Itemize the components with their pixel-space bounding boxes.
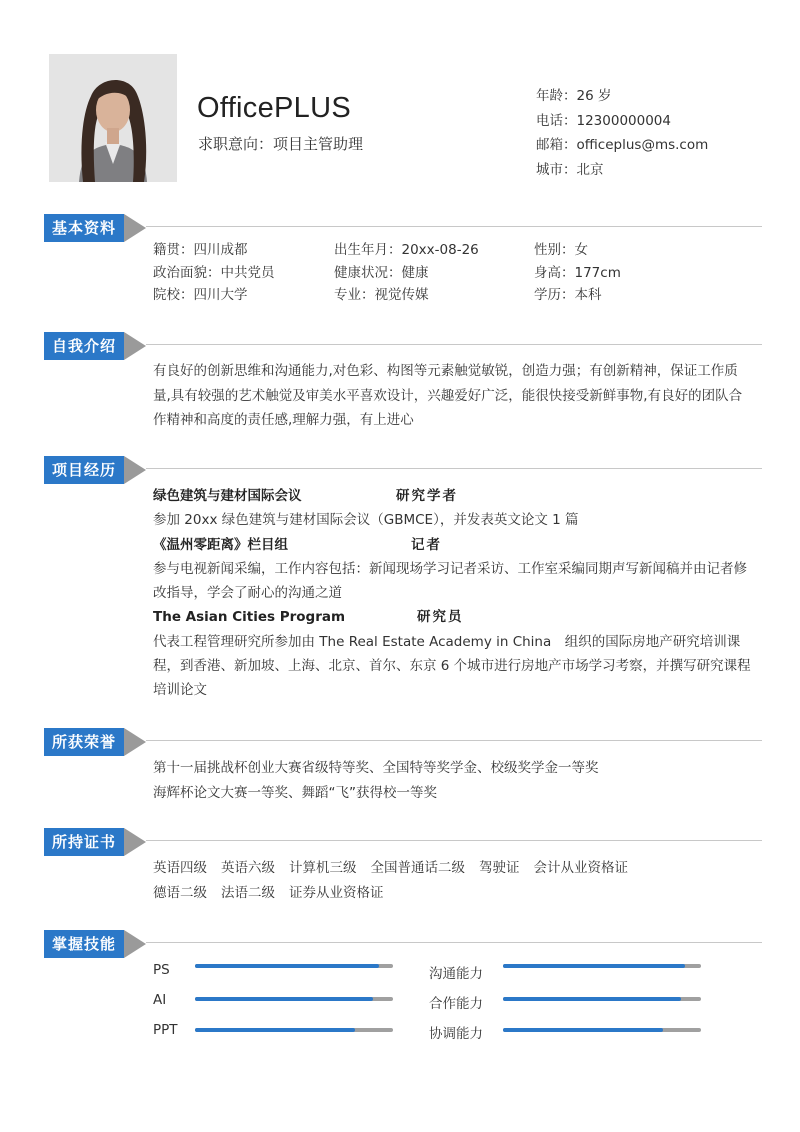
basic-degree: 学历：本科 xyxy=(534,287,602,303)
section-arrow xyxy=(124,456,146,484)
section-divider xyxy=(146,344,762,345)
basic-info-grid xyxy=(153,239,621,307)
project-list xyxy=(153,484,755,703)
skill-bar-fill xyxy=(503,1028,663,1032)
project-name: 绿色建筑与建材国际会议 xyxy=(153,488,302,504)
section-title-honors: 所获荣誉 xyxy=(44,728,124,756)
certificate-item: 证券从业资格证 xyxy=(289,885,384,901)
skill-label: PPT xyxy=(153,1022,178,1038)
basic-school: 院校：四川大学 xyxy=(153,287,248,303)
basic-row xyxy=(153,284,621,307)
project-desc: 参加 20xx 绿色建筑与建材国际会议（GBMCE），并发表英文论文 1 篇 xyxy=(153,512,579,529)
skill-bar-fill xyxy=(195,1028,355,1032)
job-intent: 求职意向：项目主管助理 xyxy=(198,135,364,153)
contact-info xyxy=(536,84,708,182)
skill-bar xyxy=(195,997,393,1001)
certificate-list xyxy=(153,856,642,906)
project-title xyxy=(153,605,755,629)
skill-label: PS xyxy=(153,962,170,978)
honor-item: 海辉杯论文大赛一等奖、舞蹈“飞”获得校一等奖 xyxy=(153,784,437,801)
skill-bar xyxy=(503,997,701,1001)
skill-bar xyxy=(195,1028,393,1032)
section-divider xyxy=(146,840,762,841)
project-name: 《温州零距离》栏目组 xyxy=(153,536,288,553)
contact-city: 城市：北京 xyxy=(536,161,604,178)
basic-political: 政治面貌：中共党员 xyxy=(153,264,275,281)
section-divider xyxy=(146,740,762,741)
project-role: 研究员 xyxy=(417,609,464,626)
project-role: 研究学者 xyxy=(396,488,458,504)
certificate-row xyxy=(153,881,642,906)
skill-bar-fill xyxy=(503,964,685,968)
project-desc: 参与电视新闻采编，工作内容包括：新闻现场学习记者采访、工作室采编同期声写新闻稿并由记者修改指导，学会了耐心的沟通之道 xyxy=(153,560,747,602)
contact-age: 年龄：26 岁 xyxy=(536,88,612,104)
skill-label: 合作能力 xyxy=(429,996,483,1012)
section-arrow xyxy=(124,828,146,856)
basic-major: 专业：视觉传媒 xyxy=(334,287,429,303)
skill-bar xyxy=(195,964,393,968)
section-arrow xyxy=(124,930,146,958)
certificate-item: 计算机三级 xyxy=(289,860,357,876)
portrait-image xyxy=(49,54,177,182)
contact-email: 邮箱：officeplus@ms.com xyxy=(536,137,709,153)
basic-gender: 性别：女 xyxy=(534,242,588,258)
skill-label: 沟通能力 xyxy=(429,966,483,982)
honor-item: 第十一届挑战杯创业大赛省级特等奖、全国特等奖学金、校级奖学金一等奖 xyxy=(153,760,599,776)
section-arrow xyxy=(124,332,146,360)
certificate-item: 英语六级 xyxy=(221,860,275,876)
section-title-skills: 掌握技能 xyxy=(44,930,124,958)
basic-health: 健康状况：健康 xyxy=(334,264,429,281)
profile-photo xyxy=(49,54,177,182)
certificate-row xyxy=(153,856,642,881)
basic-row xyxy=(153,262,621,285)
section-divider xyxy=(146,942,762,943)
contact-phone: 电话：12300000004 xyxy=(536,112,671,129)
certificate-item: 英语四级 xyxy=(153,860,207,876)
certificate-item: 德语二级 xyxy=(153,885,207,901)
honors-list xyxy=(153,756,599,805)
project-name: The Asian Cities Program xyxy=(153,609,346,626)
certificate-item: 驾驶证 xyxy=(479,860,520,876)
skill-bar-fill xyxy=(503,997,681,1001)
candidate-name: OfficePLUS xyxy=(197,92,351,124)
certificate-item: 会计从业资格证 xyxy=(533,860,628,876)
basic-height: 身高：177cm xyxy=(534,264,621,281)
project-title xyxy=(153,484,755,508)
basic-birth: 出生年月：20xx-08-26 xyxy=(334,242,479,258)
project-desc: 代表工程管理研究所参加由 The Real Estate Academy in China 组织的国际房地产研究培训课程，到香港、新加坡、上海、北京、首尔、东京 6 个城市进行房地产市场学习考察，并撰写研究课程培训论文 xyxy=(153,633,751,699)
certificate-item: 法语二级 xyxy=(221,885,275,901)
section-title-intro: 自我介绍 xyxy=(44,332,124,360)
intro-text: 有良好的创新思维和沟通能力,对色彩、构图等元素触觉敏锐，创造力强；有创新精神，保证工作质量,具有较强的艺术触觉及审美水平喜欢设计，兴趣爱好广泛，能很快接受新鲜事物,有良好的团队合作精神和高度的责任感,理解力强，有上进心 xyxy=(153,363,743,428)
project-role: 记者 xyxy=(411,536,442,553)
section-arrow xyxy=(124,728,146,756)
skill-label: AI xyxy=(153,992,167,1008)
section-arrow xyxy=(124,214,146,242)
certificate-item: 全国普通话二级 xyxy=(370,860,465,876)
basic-hometown: 籍贯：四川成都 xyxy=(153,242,248,258)
section-title-certs: 所持证书 xyxy=(44,828,124,856)
section-divider xyxy=(146,468,762,469)
skill-bar xyxy=(503,1028,701,1032)
section-divider xyxy=(146,226,762,227)
skill-bar xyxy=(503,964,701,968)
skill-label: 协调能力 xyxy=(429,1026,483,1042)
skill-bar-fill xyxy=(195,997,373,1001)
project-title xyxy=(153,533,755,557)
skill-bar-fill xyxy=(195,964,379,968)
section-title-basic: 基本资料 xyxy=(44,214,124,242)
section-title-projects: 项目经历 xyxy=(44,456,124,484)
basic-row xyxy=(153,239,621,262)
